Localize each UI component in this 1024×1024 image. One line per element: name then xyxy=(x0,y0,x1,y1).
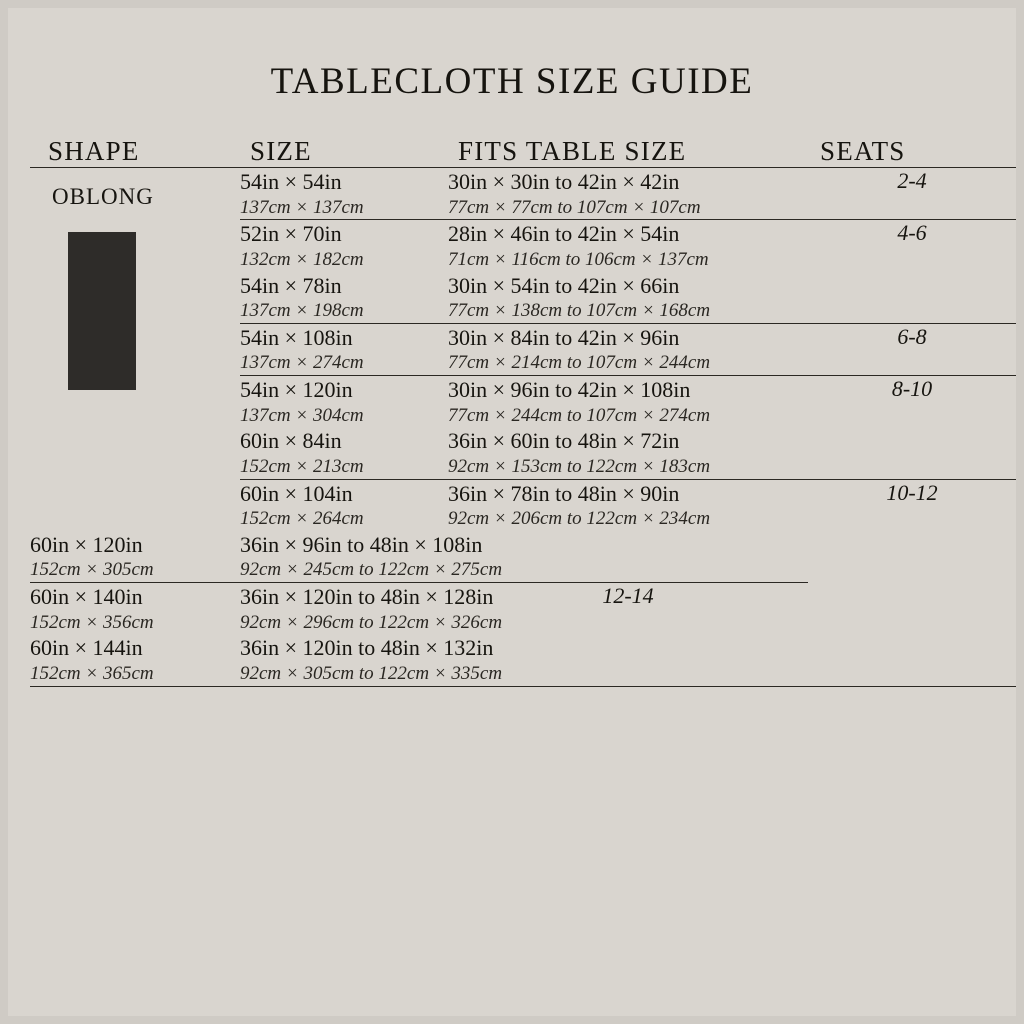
fits-centimeters: 92cm × 245cm to 122cm × 275cm xyxy=(240,559,503,581)
size-inches: 60in × 120in xyxy=(30,531,143,557)
fits-centimeters: 77cm × 214cm to 107cm × 244cm xyxy=(448,352,711,374)
fits-inches: 30in × 84in to 42in × 96in xyxy=(448,324,680,350)
size-inches: 60in × 84in xyxy=(240,428,342,454)
page-title: TABLECLOTH SIZE GUIDE xyxy=(270,61,754,102)
fits-inches: 30in × 96in to 42in × 108in xyxy=(448,377,691,402)
seats-cell: 6-8 xyxy=(897,323,927,349)
fits-inches: 36in × 120in to 48in × 132in xyxy=(240,635,494,661)
size-cell xyxy=(30,634,240,685)
size-cell xyxy=(240,168,448,220)
size-cell xyxy=(240,220,448,272)
size-centimeters: 152cm × 365cm xyxy=(30,662,154,684)
column-header-seats: SEATS xyxy=(820,136,906,166)
fits-centimeters: 92cm × 296cm to 122cm × 326cm xyxy=(240,611,503,633)
fits-centimeters: 71cm × 116cm to 106cm × 137cm xyxy=(448,248,709,270)
fits-cell xyxy=(448,323,808,375)
fits-cell xyxy=(448,479,808,531)
fits-inches: 36in × 96in to 48in × 108in xyxy=(240,531,483,557)
fits-cell xyxy=(240,634,503,685)
shape-label: OBLONG xyxy=(52,184,154,209)
column-header-shape: SHAPE xyxy=(48,136,140,166)
table-header-row xyxy=(30,136,1016,167)
fits-cell xyxy=(448,427,808,478)
fits-inches: 36in × 60in to 48in × 72in xyxy=(448,428,680,454)
size-centimeters: 137cm × 137cm xyxy=(240,196,364,218)
size-centimeters: 152cm × 356cm xyxy=(30,611,154,633)
size-centimeters: 137cm × 304cm xyxy=(240,404,364,426)
shape-cell xyxy=(30,168,240,531)
fits-cell xyxy=(240,583,503,635)
fits-inches: 36in × 78in to 48in × 90in xyxy=(448,480,680,506)
size-inches: 60in × 140in xyxy=(30,584,143,609)
table-row xyxy=(30,583,1016,635)
fits-centimeters: 77cm × 244cm to 107cm × 274cm xyxy=(448,404,711,426)
size-inches: 54in × 78in xyxy=(240,272,342,298)
size-cell xyxy=(240,376,448,428)
seats-cell: 4-6 xyxy=(897,220,927,246)
size-centimeters: 152cm × 305cm xyxy=(30,559,154,581)
size-inches: 54in × 54in xyxy=(240,169,342,194)
fits-centimeters: 77cm × 77cm to 107cm × 107cm xyxy=(448,196,701,218)
size-cell xyxy=(240,479,448,531)
size-guide-page xyxy=(8,8,1016,1016)
fits-cell xyxy=(240,531,503,582)
table-row xyxy=(30,168,1016,220)
fits-inches: 28in × 46in to 42in × 54in xyxy=(448,221,680,247)
seats-cell: 10-12 xyxy=(886,479,938,505)
size-cell xyxy=(30,583,240,635)
fits-inches: 30in × 30in to 42in × 42in xyxy=(448,169,680,194)
divider-size xyxy=(240,686,448,687)
size-cell xyxy=(30,531,240,582)
table-bottom-divider xyxy=(30,686,1016,687)
size-inches: 54in × 108in xyxy=(240,324,353,350)
divider-seats xyxy=(808,686,1016,687)
size-inches: 60in × 144in xyxy=(30,635,143,661)
size-cell xyxy=(240,272,448,323)
seats-cell: 8-10 xyxy=(891,376,933,401)
fits-centimeters: 92cm × 305cm to 122cm × 335cm xyxy=(240,662,503,684)
oblong-shape-swatch xyxy=(68,232,136,390)
fits-cell xyxy=(448,168,808,220)
fits-inches: 36in × 120in to 48in × 128in xyxy=(240,584,494,609)
size-guide-table-container xyxy=(8,136,1016,687)
fits-centimeters: 92cm × 206cm to 122cm × 234cm xyxy=(448,508,711,529)
fits-cell xyxy=(448,376,808,428)
fits-cell xyxy=(448,220,808,272)
seats-cell: 2-4 xyxy=(897,168,927,193)
fits-centimeters: 77cm × 138cm to 107cm × 168cm xyxy=(448,300,711,321)
size-cell xyxy=(240,427,448,478)
divider-shape xyxy=(30,686,240,687)
size-inches: 54in × 120in xyxy=(240,377,353,402)
size-cell xyxy=(240,323,448,375)
size-centimeters: 152cm × 213cm xyxy=(240,455,364,477)
seats-cell: 12-14 xyxy=(602,583,654,608)
size-guide-table xyxy=(30,136,1016,687)
fits-cell xyxy=(448,272,808,323)
column-header-fits-table-size: FITS TABLE SIZE xyxy=(458,136,687,166)
size-inches: 52in × 70in xyxy=(240,221,342,247)
fits-inches: 30in × 54in to 42in × 66in xyxy=(448,272,680,298)
size-centimeters: 152cm × 264cm xyxy=(240,508,364,529)
size-centimeters: 137cm × 274cm xyxy=(240,352,364,374)
size-centimeters: 137cm × 198cm xyxy=(240,300,364,321)
size-inches: 60in × 104in xyxy=(240,480,353,506)
fits-centimeters: 92cm × 153cm to 122cm × 183cm xyxy=(448,455,711,477)
size-centimeters: 132cm × 182cm xyxy=(240,248,364,270)
column-header-size: SIZE xyxy=(250,136,312,166)
divider-fits xyxy=(448,686,808,687)
